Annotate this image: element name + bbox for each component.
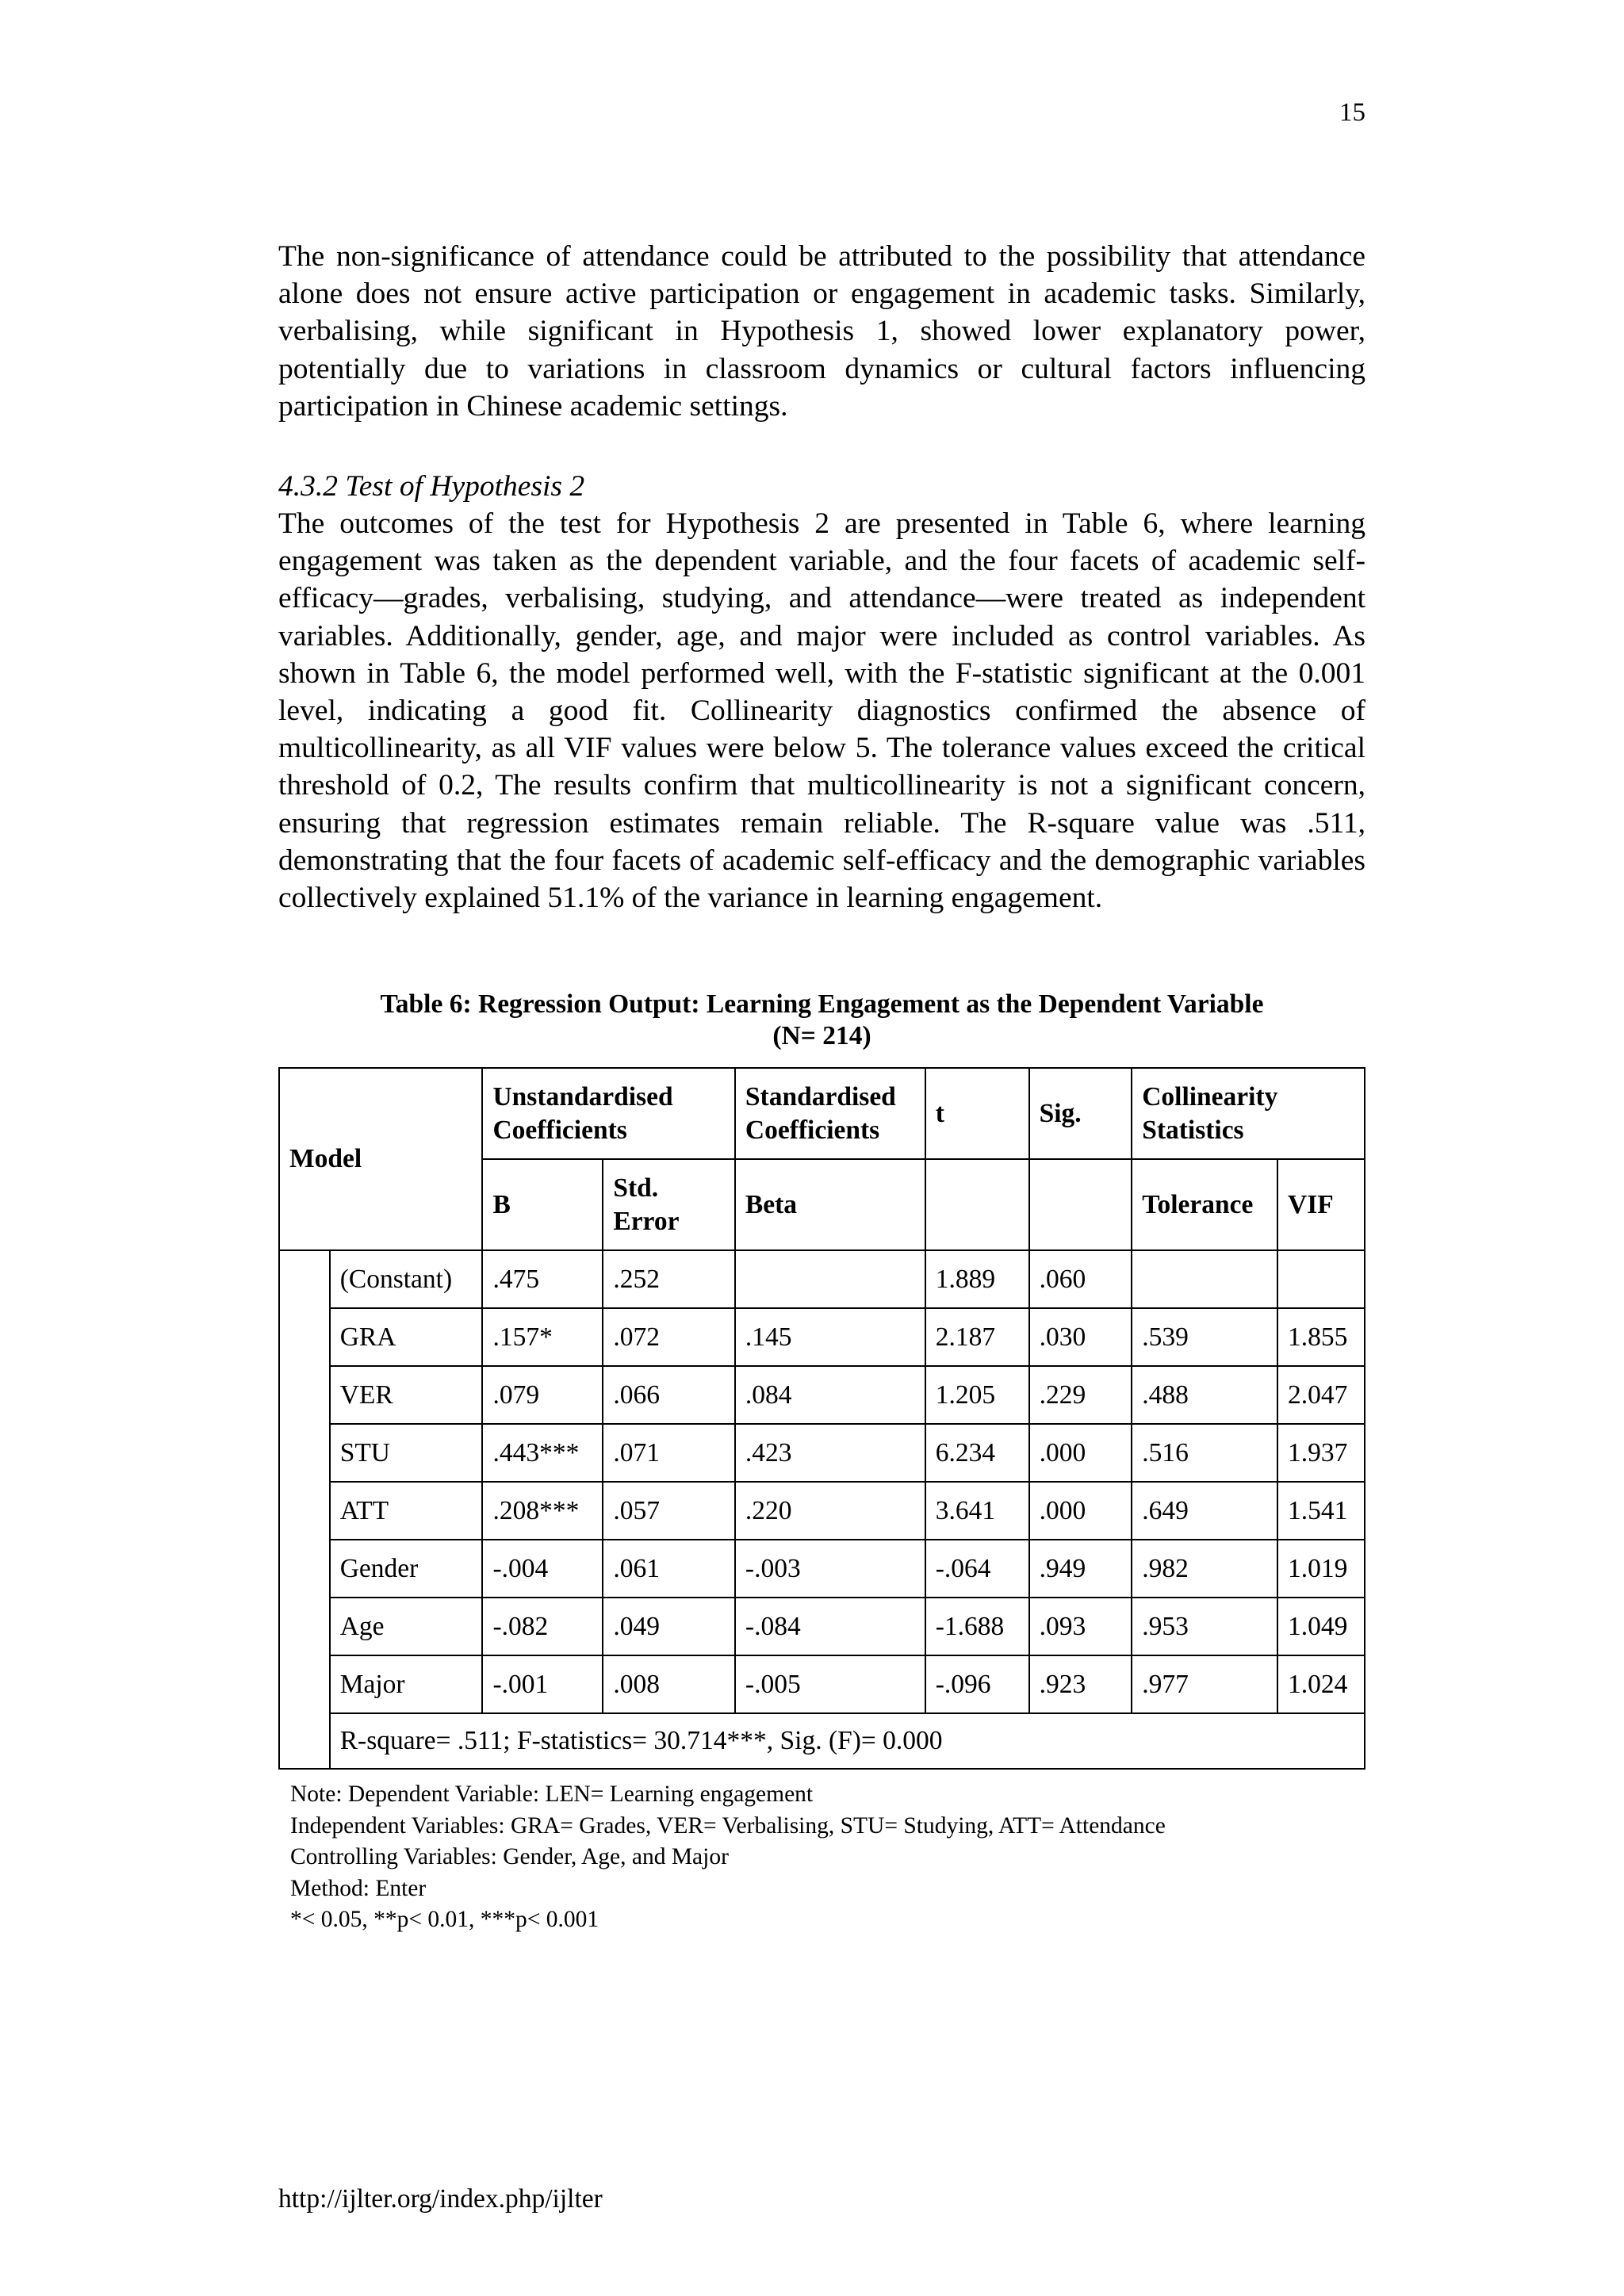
cell-vif: 2.047 bbox=[1277, 1366, 1365, 1424]
cell-tolerance: .977 bbox=[1132, 1655, 1277, 1713]
paragraph-attendance: The non-significance of attendance could be attributed to the possibility that attendance alone does not ensure active participation or engagement in academic tasks. Similarly, verbalising, while significant in Hypothesis 1, showed lower explanatory power, potentially due to variations in classroom dynamics or cultural factors influencing participation in Chinese academic settings. bbox=[278, 240, 1365, 423]
cell-b: -.001 bbox=[482, 1655, 603, 1713]
cell-sig: .229 bbox=[1029, 1366, 1132, 1424]
cell-vif bbox=[1277, 1250, 1365, 1308]
cell-beta: .423 bbox=[735, 1424, 925, 1482]
cell-variable: GRA bbox=[330, 1308, 483, 1366]
collinearity-header: Collinearity Statistics bbox=[1132, 1068, 1365, 1159]
cell-std-error: .061 bbox=[603, 1540, 735, 1598]
indent-spacer bbox=[279, 1250, 330, 1769]
cell-beta: .220 bbox=[735, 1482, 925, 1540]
cell-tolerance: .539 bbox=[1132, 1308, 1277, 1366]
cell-sig: .060 bbox=[1029, 1250, 1132, 1308]
table-caption bbox=[278, 989, 1365, 1052]
standardised-header: Standardised Coefficients bbox=[735, 1068, 925, 1159]
cell-t: 6.234 bbox=[925, 1424, 1029, 1482]
cell-std-error: .008 bbox=[603, 1655, 735, 1713]
cell-vif: 1.019 bbox=[1277, 1540, 1365, 1598]
table-caption-title: Table 6: Regression Output: Learning Engagement as the Dependent Variable bbox=[380, 989, 1264, 1019]
cell-tolerance: .516 bbox=[1132, 1424, 1277, 1482]
cell-std-error: .071 bbox=[603, 1424, 735, 1482]
cell-variable: (Constant) bbox=[330, 1250, 483, 1308]
std-error-header: Std. Error bbox=[603, 1159, 735, 1250]
model-header: Model bbox=[279, 1068, 482, 1250]
cell-t: 2.187 bbox=[925, 1308, 1029, 1366]
cell-variable: Major bbox=[330, 1655, 483, 1713]
cell-std-error: .066 bbox=[603, 1366, 735, 1424]
tolerance-header: Tolerance bbox=[1132, 1159, 1277, 1250]
regression-table bbox=[278, 1067, 1365, 1770]
cell-tolerance: .488 bbox=[1132, 1366, 1277, 1424]
note-independent-variables: Independent Variables: GRA= Grades, VER= Verbalising, STU= Studying, ATT= Attendance bbox=[290, 1812, 1166, 1839]
table-row bbox=[279, 1308, 1365, 1366]
t-subheader-empty bbox=[925, 1159, 1029, 1250]
paragraph-hypothesis-2: The outcomes of the test for Hypothesis 2 are presented in Table 6, where learning engagement was taken as the dependent variable, and the four facets of academic self-efficacy—grades, verbalising, studying, and attendance—were treated as independent variables. Additionally, gender, age, and major were included as control variables. As shown in Table 6, the model performed well, with the F-statistic significant at the 0.001 level, indicating a good fit. Collinearity diagnostics confirmed the absence of multicollinearity, as all VIF values were below 5. The tolerance values exceed the critical threshold of 0.2, The results confirm that multicollinearity is not a significant concern, ensuring that regression estimates remain reliable. The R-square value was .511, demonstrating that the four facets of academic self-efficacy and the demographic variables collectively explained 51.1% of the variance in learning engagement. bbox=[278, 507, 1365, 915]
table-row bbox=[279, 1250, 1365, 1308]
cell-sig: .000 bbox=[1029, 1482, 1132, 1540]
note-method: Method: Enter bbox=[290, 1875, 427, 1901]
cell-tolerance: .649 bbox=[1132, 1482, 1277, 1540]
cell-sig: .949 bbox=[1029, 1540, 1132, 1598]
cell-vif: 1.049 bbox=[1277, 1598, 1365, 1655]
cell-beta: .145 bbox=[735, 1308, 925, 1366]
cell-variable: STU bbox=[330, 1424, 483, 1482]
cell-variable: Gender bbox=[330, 1540, 483, 1598]
section-subheading: 4.3.2 Test of Hypothesis 2 bbox=[278, 470, 585, 503]
cell-variable: ATT bbox=[330, 1482, 483, 1540]
table-row bbox=[279, 1424, 1365, 1482]
cell-variable: VER bbox=[330, 1366, 483, 1424]
cell-b: .475 bbox=[482, 1250, 603, 1308]
cell-std-error: .049 bbox=[603, 1598, 735, 1655]
table-row bbox=[279, 1366, 1365, 1424]
cell-beta: .084 bbox=[735, 1366, 925, 1424]
cell-b: .079 bbox=[482, 1366, 603, 1424]
cell-b: .157* bbox=[482, 1308, 603, 1366]
table-footer-row bbox=[279, 1713, 1365, 1769]
cell-t: -.064 bbox=[925, 1540, 1029, 1598]
cell-t: 3.641 bbox=[925, 1482, 1029, 1540]
cell-b: .443*** bbox=[482, 1424, 603, 1482]
table-row bbox=[279, 1598, 1365, 1655]
cell-tolerance bbox=[1132, 1250, 1277, 1308]
note-controlling-variables: Controlling Variables: Gender, Age, and Major bbox=[290, 1844, 729, 1869]
cell-sig: .093 bbox=[1029, 1598, 1132, 1655]
cell-t: 1.205 bbox=[925, 1366, 1029, 1424]
table-row bbox=[279, 1482, 1365, 1540]
cell-beta bbox=[735, 1250, 925, 1308]
sig-header: Sig. bbox=[1029, 1068, 1132, 1159]
cell-b: -.004 bbox=[482, 1540, 603, 1598]
cell-beta: -.003 bbox=[735, 1540, 925, 1598]
note-significance-levels: *< 0.05, **p< 0.01, ***p< 0.001 bbox=[290, 1907, 599, 1932]
table-caption-sample: (N= 214) bbox=[772, 1021, 871, 1050]
cell-b: .208*** bbox=[482, 1482, 603, 1540]
footer-url: http://ijlter.org/index.php/ijlter bbox=[278, 2184, 603, 2214]
cell-std-error: .057 bbox=[603, 1482, 735, 1540]
note-dependent-variable: Note: Dependent Variable: LEN= Learning engagement bbox=[290, 1781, 814, 1807]
cell-variable: Age bbox=[330, 1598, 483, 1655]
cell-vif: 1.024 bbox=[1277, 1655, 1365, 1713]
table-notes bbox=[290, 1779, 1365, 1936]
cell-b: -.082 bbox=[482, 1598, 603, 1655]
cell-tolerance: .953 bbox=[1132, 1598, 1277, 1655]
beta-header: Beta bbox=[735, 1159, 925, 1250]
page-number: 15 bbox=[1339, 98, 1365, 127]
cell-sig: .000 bbox=[1029, 1424, 1132, 1482]
cell-t: -1.688 bbox=[925, 1598, 1029, 1655]
table-row bbox=[279, 1655, 1365, 1713]
b-header: B bbox=[482, 1159, 603, 1250]
cell-std-error: .072 bbox=[603, 1308, 735, 1366]
vif-header: VIF bbox=[1277, 1159, 1365, 1250]
cell-sig: .923 bbox=[1029, 1655, 1132, 1713]
cell-std-error: .252 bbox=[603, 1250, 735, 1308]
cell-vif: 1.855 bbox=[1277, 1308, 1365, 1366]
model-summary: R-square= .511; F-statistics= 30.714***, Sig. (F)= 0.000 bbox=[330, 1713, 1365, 1769]
cell-t: 1.889 bbox=[925, 1250, 1029, 1308]
t-header: t bbox=[925, 1068, 1029, 1159]
cell-vif: 1.541 bbox=[1277, 1482, 1365, 1540]
cell-sig: .030 bbox=[1029, 1308, 1132, 1366]
cell-tolerance: .982 bbox=[1132, 1540, 1277, 1598]
sig-subheader-empty bbox=[1029, 1159, 1132, 1250]
cell-beta: -.084 bbox=[735, 1598, 925, 1655]
unstandardised-header: Unstandardised Coefficients bbox=[482, 1068, 734, 1159]
table-row bbox=[279, 1540, 1365, 1598]
cell-beta: -.005 bbox=[735, 1655, 925, 1713]
cell-vif: 1.937 bbox=[1277, 1424, 1365, 1482]
header-row-1 bbox=[279, 1068, 1365, 1159]
cell-t: -.096 bbox=[925, 1655, 1029, 1713]
